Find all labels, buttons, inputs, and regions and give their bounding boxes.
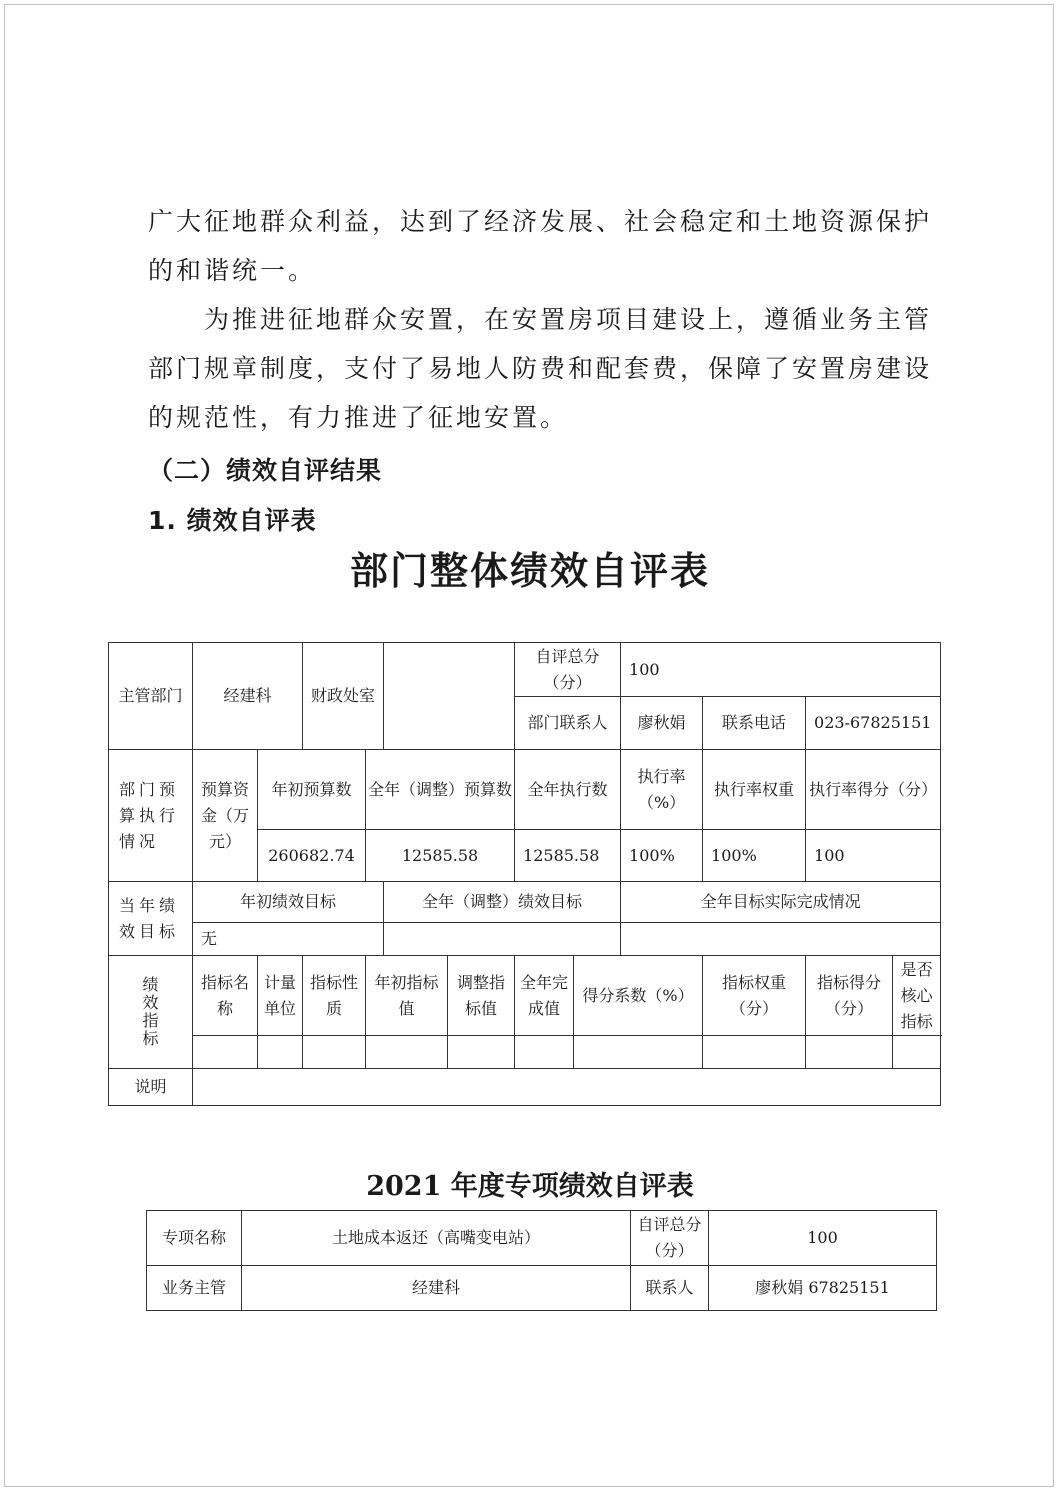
paragraph-1: 广大征地群众利益，达到了经济发展、社会稳定和土地资源保护的和谐统一。	[148, 207, 933, 285]
col-initial-budget: 年初预算数	[258, 750, 366, 830]
project-value: 土地成本返还（高嘴变电站）	[242, 1211, 631, 1266]
val-rate-score: 100	[806, 830, 941, 882]
val-rate-weight: 100%	[703, 830, 806, 882]
ind-cell	[448, 1036, 515, 1069]
val-initial-budget: 260682.74	[258, 830, 366, 882]
ind-cell	[703, 1036, 806, 1069]
project-label: 专项名称	[147, 1211, 242, 1266]
goal-actual-value	[621, 923, 941, 956]
goal-adjusted-value	[384, 923, 621, 956]
phone-label: 联系电话	[703, 697, 806, 750]
table2-title: 2021 年度专项绩效自评表	[366, 1171, 694, 1202]
goal-initial-value: 无	[193, 923, 384, 956]
indicator-label	[109, 956, 193, 1069]
ind-weight-header: 指标权重（分）	[703, 956, 806, 1036]
val-exec-rate: 100%	[621, 830, 703, 882]
indicator-label-text: 绩效指标	[142, 975, 159, 1048]
ind-cell	[303, 1036, 366, 1069]
ind-name-header: 指标名称	[193, 956, 258, 1036]
contact-label: 联系人	[631, 1266, 709, 1311]
supervisor-label: 主管部门	[109, 643, 193, 750]
ind-core-header: 是否核心指标	[893, 956, 941, 1036]
business-label: 业务主管	[147, 1266, 242, 1311]
ind-adjusted-header: 调整指标值	[448, 956, 515, 1036]
ind-coef-header: 得分系数（%）	[574, 956, 703, 1036]
supervisor-value: 经建科	[193, 643, 303, 750]
ind-cell	[893, 1036, 941, 1069]
goal-initial-label: 年初绩效目标	[193, 882, 384, 923]
budget-label: 部门预算执行情况	[109, 750, 193, 882]
ind-cell	[366, 1036, 448, 1069]
paragraph-2: 为推进征地群众安置，在安置房项目建设上，遵循业务主管部门规章制度，支付了易地人防费和配套费，保障了安置房建设的规范性，有力推进了征地安置。	[148, 305, 933, 432]
score-label: 自评总分（分）	[631, 1211, 709, 1266]
subsection-heading: 1. 绩效自评表	[148, 506, 317, 535]
ind-initial-header: 年初指标值	[366, 956, 448, 1036]
col-executed: 全年执行数	[515, 750, 621, 830]
ind-unit-header: 计量单位	[258, 956, 303, 1036]
score-value: 100	[709, 1211, 937, 1266]
ind-cell	[806, 1036, 893, 1069]
ind-nature-header: 指标性质	[303, 956, 366, 1036]
ind-cell	[515, 1036, 574, 1069]
note-label: 说明	[109, 1069, 193, 1106]
col-rate-weight: 执行率权重	[703, 750, 806, 830]
col-adjusted-budget: 全年（调整）预算数	[366, 750, 515, 830]
finance-label: 财政处室	[303, 643, 384, 750]
contact-value: 廖秋娟 67825151	[709, 1266, 937, 1311]
section-heading: （二）绩效自评结果	[148, 456, 383, 485]
ind-cell	[258, 1036, 303, 1069]
phone-value: 023-67825151	[806, 697, 941, 750]
contact-value: 廖秋娟	[621, 697, 703, 750]
business-value: 经建科	[242, 1266, 631, 1311]
goal-adjusted-label: 全年（调整）绩效目标	[384, 882, 621, 923]
goal-label: 当年绩效目标	[109, 882, 193, 956]
project-performance-table	[146, 1210, 937, 1311]
table1-title: 部门整体绩效自评表	[349, 549, 710, 593]
note-value	[193, 1069, 941, 1106]
contact-label: 部门联系人	[515, 697, 621, 750]
val-executed: 12585.58	[515, 830, 621, 882]
ind-score-header: 指标得分（分）	[806, 956, 893, 1036]
self-score-value: 100	[621, 643, 941, 697]
ind-complete-header: 全年完成值	[515, 956, 574, 1036]
col-exec-rate: 执行率（%）	[621, 750, 703, 830]
finance-value	[384, 643, 515, 750]
department-performance-table	[108, 642, 941, 1106]
self-score-label: 自评总分（分）	[515, 643, 621, 697]
col-rate-score: 执行率得分（分）	[806, 750, 941, 830]
ind-cell	[574, 1036, 703, 1069]
goal-actual-label: 全年目标实际完成情况	[621, 882, 941, 923]
budget-fund-label: 预算资金（万元）	[193, 750, 258, 882]
val-adjusted-budget: 12585.58	[366, 830, 515, 882]
ind-cell	[193, 1036, 258, 1069]
